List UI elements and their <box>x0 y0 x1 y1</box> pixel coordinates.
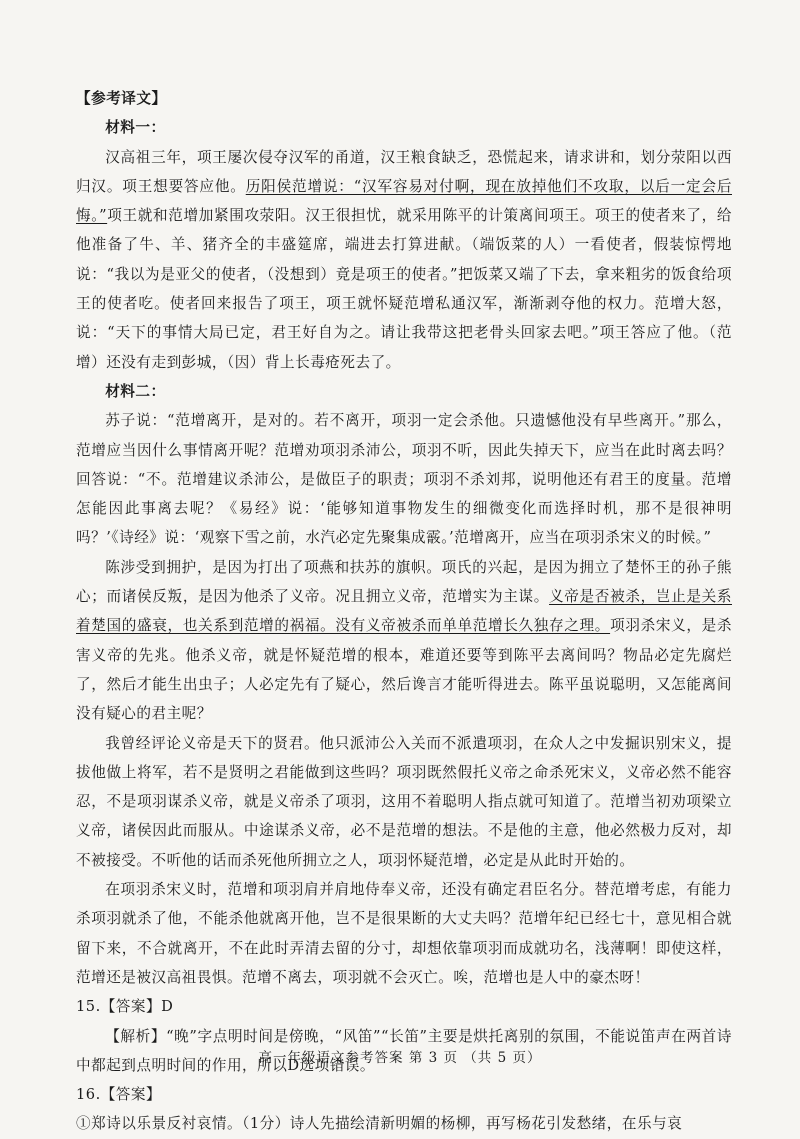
page-footer: 高一年级语文参考答案 第 3 页 （共 5 页） <box>258 1050 542 1066</box>
material-2-paragraph-2 <box>76 553 732 729</box>
material-2-title: 材料二： <box>105 382 166 400</box>
question-15-analysis: 【解析】“晚”字点明时间是傍晚，“风笛”“长笛”主要是烘托离别的氛围，不能说笛声在两首诗中都起到点明时间的作用，所以D选项错误。 <box>76 1027 732 1074</box>
material-2-paragraph-4: 在项羽杀宋义时，范增和项羽肩并肩地侍奉义帝，还没有确定君臣名分。替范增考虑，有能力杀项羽就杀了他，不能杀他就离开他，岂不是很果断的大丈夫吗？范增年纪已经七十，意见相合就留下来，不合就离开，不在此时弄清去留的分寸，却想依靠项羽而成就功名，浅薄啊！即使这样，范增还是被汉高祖畏惧。范增不离去，项羽就不会灭亡。唉，范增也是人中的豪杰呀！ <box>76 881 732 986</box>
material-1-underlined-text: 历阳侯范增说：“汉军容易对付啊，现在放掉他们不攻取，以后一定会后悔。” <box>76 177 732 225</box>
material-1-paragraph <box>76 143 732 377</box>
page-content <box>76 84 732 1139</box>
material-1-text-b: 项王就和范增加紧围攻荥阳。汉王很担忧，就采用陈平的计策离间项王。项王的使者来了，给他准备了牛、羊、猪齐全的丰盛筵席，端进去打算进献。（端饭菜的人）一看使者，假装惊愕地说：“我以为是亚父的使者，（没想到）竟是项王的使者。”把饭菜又端了下去，拿来粗劣的饭食给项王的使者吃。使者回来报告了项王，项王就怀疑范增私通汉军，渐渐剥夺他的权力。范增大怒，说：“天下的事情大局已定，君王好自为之。请让我带这把老骨头回家去吧。”项王答应了他。（范增）还没有走到彭城，（因）背上长毒疮死去了。 <box>76 207 732 371</box>
question-16-text: ①郑诗以乐景反衬哀情。（1分）诗人先描绘清新明媚的杨柳，再写杨花引发愁绪，在乐与哀 <box>76 1115 683 1133</box>
question-16-answer: 16.【答案】 <box>76 1086 162 1104</box>
material-2-text-b: 项羽杀宋义，是杀害义帝的先兆。他杀义帝，就是怀疑范增的根本，难道还要等到陈平去离间吗？物品必定先腐烂了，然后才能生出虫子；人必定先有了疑心，然后谗言才能听得进去。陈平虽说聪明，又怎能离间没有疑心的君主呢？ <box>76 617 732 723</box>
material-1-text-a: 汉高祖三年，项王屡次侵夺汉军的甬道，汉王粮食缺乏，恐慌起来，请求讲和，划分荥阳以西归汉。项王想要答应他。 <box>76 148 732 195</box>
question-15-answer: 15.【答案】D <box>76 998 174 1016</box>
material-2-text-a: 陈涉受到拥护，是因为打出了项燕和扶苏的旗帜。项氏的兴起，是因为拥立了楚怀王的孙子熊心；而诸侯反叛，是因为他杀了义帝。况且拥立义帝，范增实为主谋。 <box>76 558 732 606</box>
material-1-title: 材料一： <box>105 119 166 137</box>
section-heading: 【参考译文】 <box>76 90 167 107</box>
material-2-paragraph-1: 苏子说：“范增离开，是对的。若不离开，项羽一定会杀他。只遗憾他没有早些离开。”那么，范增应当因什么事情离开呢？范增劝项羽杀沛公，项羽不听，因此失掉天下，应当在此时离去吗？回答说：“不。范增建议杀沛公，是做臣子的职责；项羽不杀刘邦，说明他还有君王的度量。范增怎能因此事离去呢？《易经》说：‘能够知道事物发生的细微变化而选择时机，那不是很神明吗？’《诗经》说：‘观察下雪之前，水汽必定先聚集成霰。’范增离开，应当在项羽杀宋义的时候。” <box>76 412 732 547</box>
material-2-underlined-text: 义帝是否被杀，岂止是关系着楚国的盛衰，也关系到范增的祸福。没有义帝被杀而单单范增长久独存之理。 <box>76 588 732 635</box>
material-2-paragraph-3: 我曾经评论义帝是天下的贤君。他只派沛公入关而不派遣项羽，在众人之中发掘识别宋义，提拔他做上将军，若不是贤明之君能做到这些吗？项羽既然假托义帝之命杀死宋义，义帝必然不能容忍，不是项羽谋杀义帝，就是义帝杀了项羽，这用不着聪明人指点就可知道了。范增当初劝项梁立义帝，诸侯因此而服从。中途谋杀义帝，必不是范增的想法。不是他的主意，他必然极力反对，却不被接受。不听他的话而杀死他所拥立之人，项羽怀疑范增，必定是从此时开始的。 <box>76 734 732 869</box>
